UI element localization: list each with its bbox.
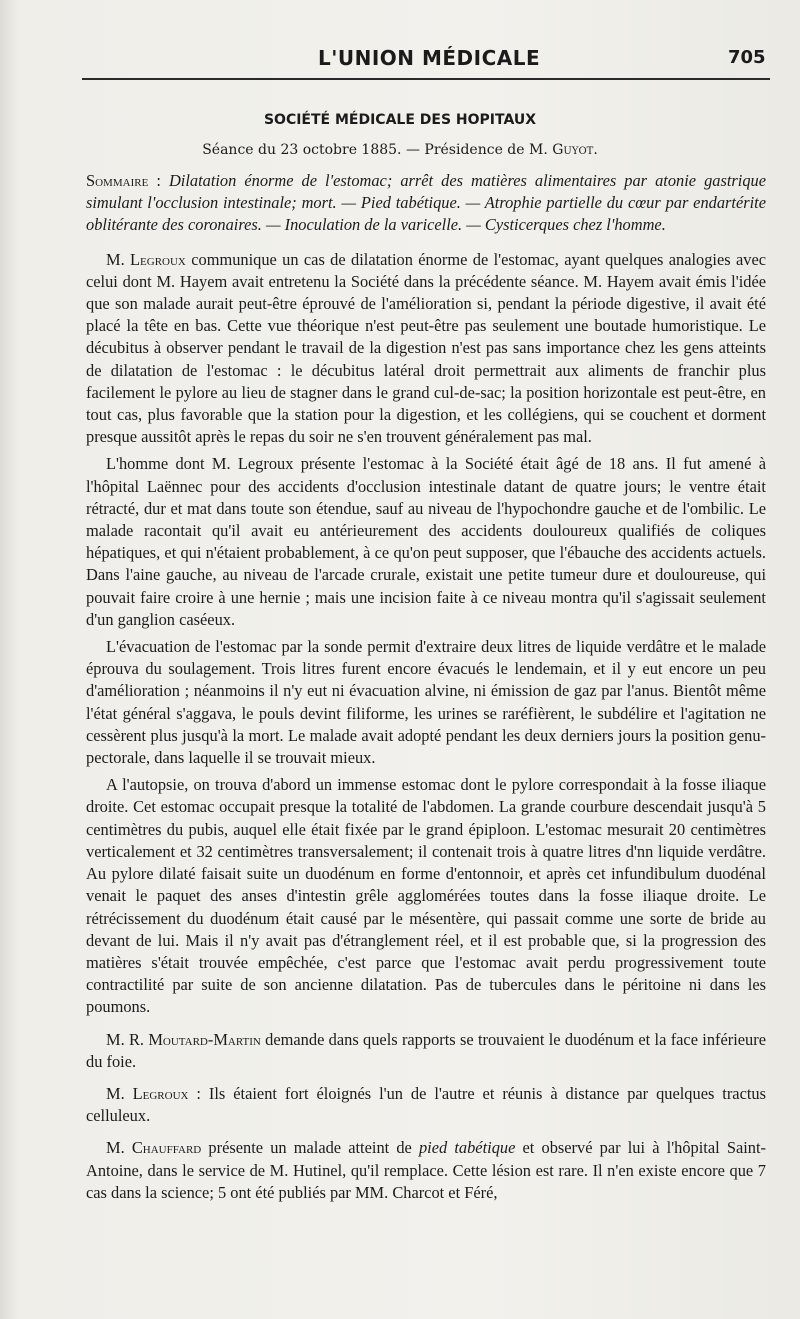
speaker-prefix: M. [106,249,131,269]
summary-text: Dilatation énorme de l'estomac; arrêt des matières alimentaires par atonie gastrique simulant l'occlusion intestinale; mort. — Pied tabétique. — Atrophie partielle du cœur par endartérite oblitérante des coronaires. — Inoculation de la varicelle. — Cysticerques chez l'homme. [86,171,767,235]
paragraph-evacuation: L'évacuation de l'estomac par la sonde permit d'extraire deux litres de liquide verdâtre et le malade éprouva du soulagement. Trois litres furent encore évacués le lendemain, et il y eut encore un peu d'amélioration ; néanmoins il n'y eut ni évacuation alvine, ni émission de gaz par l'anus. Bientôt même l'état général s'aggava, le pouls devint filiforme, les urines se raréfièrent, le subdélire et l'agitation ne cessèrent plus jusqu'à la mort. Le malade avait adopté pendant les deux derniers jours la position genu-pectorale, dans laquelle il se trouvait mieux. [86,637,766,768]
speaker-name: Legroux [130,249,186,269]
speaker-prefix: M. [106,1083,133,1103]
session-suffix: . [593,142,598,158]
paragraph-text: demande dans quels rapports se trouvaient le duodénum et la face inférieure du foie. [86,1029,766,1071]
page-number: 705 [728,47,766,68]
section-title: SOCIÉTÉ MÉDICALE DES HOPITAUX [263,112,537,128]
article-body [86,170,766,1209]
paragraph-text-after: et observé par lui à l'hôpital Saint-Antoine, dans le service de M. Hutinel, qu'il remplace. Cette lésion est rare. Il n'en existe encore que 7 cas dans la science; 5 ont été publiés par MM. Charcot et Féré, [86,1138,766,1202]
speaker-name: Legroux [132,1083,189,1103]
paragraph-patient-history: L'homme dont M. Legroux présente l'estomac à la Société était âgé de 18 ans. Il fut amené à l'hôpital Laënnec pour des accidents d'occlusion intestinale datant de quatre jours; le ventre était rétracté, dur et mat dans toute son étendue, sauf au niveau de l'hypochondre gauche et de l'ombilic. Le malade racontait qu'il avait eu antérieurement des accidents douloureux qualifiés de coliques hépatiques, et qui n'étaient probablement, à ce qu'on peut supposer, que l'ébauche des accidents actuels. Dans l'aine gauche, au niveau de l'arcade crurale, existait une petite tumeur dure et douloureuse, qui pouvait faire croire à une hernie ; mais une incision faite à ce niveau montra qu'il s'agissait seulement d'un ganglion caséeux. [86,454,766,629]
running-title: L'UNION MÉDICALE [318,46,541,70]
speaker-prefix: M. R. [106,1029,149,1049]
paragraph-italic-term: pied tabétique [418,1138,516,1158]
paragraph-legroux-intro [86,249,766,449]
paragraph-moutard-martin [86,1029,766,1073]
paragraph-text: : Ils étaient fort éloignés l'un de l'autre et réunis à distance par quelques tractus celluleux. [86,1083,766,1126]
summary-separator: : [148,171,169,190]
paragraph-autopsy: A l'autopsie, on trouva d'abord un immense estomac dont le pylore correspondait à la fosse iliaque droite. Cet estomac occupait presque la totalité de l'abdomen. La grande courbure descendait jusqu'à 5 centimètres du pubis, auquel elle était fixée par le grand épiploon. L'estomac mesurait 20 centimètres verticalement et 32 centimètres transversalement; il contenait trois à quatre litres d'nn liquide verdâtre. Au pylore dilaté faisait suite un duodénum en forme d'entonnoir, et après cet infundibulum duodénal venait le paquet des anses d'intestin grêle agglomérées toutes dans la fosse iliaque droite. Le rétrécissement du duodénum était causé par le mésentère, qui passait comme une sorte de bride au devant de lui. Mais il n'y avait pas d'étranglement réel, et il est probable que, si la progression des matières s'était trouvée empêchée, c'est parce que l'estomac avait perdu progressivement toute contractilité par suite de son ancienne dilatation. Pas de tubercules dans le péritoine ni dans les poumons. [86,775,766,1017]
paragraph-text-before: présente un malade atteint de [201,1138,419,1158]
header-rule [82,78,770,80]
president-name: Guyot [552,142,594,158]
page-header [0,44,800,80]
session-prefix: Séance du 23 octobre 1885. — Présidence de M. [202,142,553,158]
session-line [0,142,800,158]
paragraph-text: communique un cas de dilatation énorme de l'estomac, ayant quelques analogies avec celui dont M. Hayem avait entretenu la Société dans la précédente séance. M. Hayem avait émis l'idée que son malade aurait peut-être éprouvé de l'amélioration si, pendant la période digestive, il avait été placé la tête en bas. Cette vue théorique n'est peut-être pas seulement une boutade humoristique. Le décubitus à observer pendant le travail de la digestion n'est pas sans importance chez les gens atteints de dilatation de l'estomac : le décubitus latéral droit permettrait aux aliments de franchir plus facilement le pylore au lieu de stagner dans le grand cul-de-sac; la position horizontale est peut-être, en tout cas, plus favorable que la station pour la digestion, et les collégiens, qui se couchent et dorment presque aussitôt après le repas du soir ne s'en trouvent généralement pas mal. [86,249,766,447]
paragraph-chauffard [86,1137,766,1204]
speaker-name: Moutard-Martin [148,1029,261,1049]
speaker-prefix: M. [106,1138,132,1158]
speaker-name: Chauffard [131,1138,202,1158]
summary-paragraph [86,170,766,237]
summary-label: Sommaire [86,171,149,190]
paragraph-legroux-reply [86,1083,766,1127]
